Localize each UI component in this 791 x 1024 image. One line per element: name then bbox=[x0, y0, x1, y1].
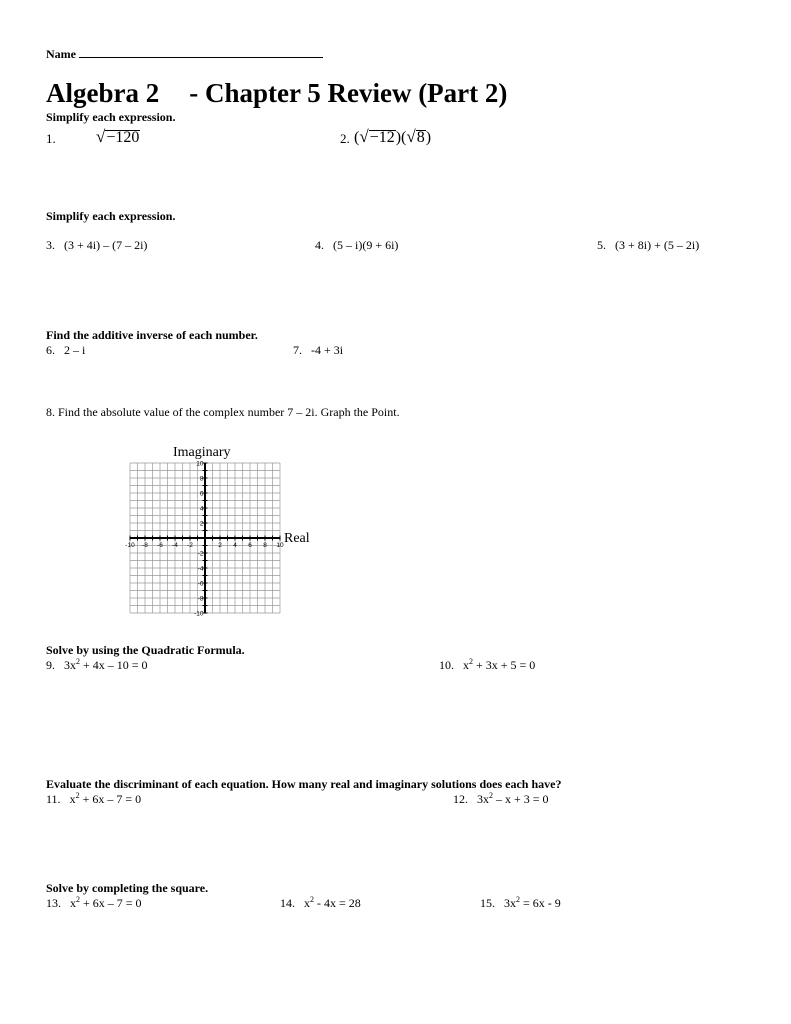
y-tick-label: -4 bbox=[197, 565, 204, 573]
problem-11-exponent: 2 bbox=[75, 791, 80, 800]
problem-13-rest: + 6x – 7 = 0 bbox=[80, 896, 142, 910]
problem-13 bbox=[46, 896, 142, 911]
problem-3-number: 3. bbox=[46, 238, 55, 252]
x-tick-label: -10 bbox=[125, 542, 135, 549]
problem-1-radicand: −120 bbox=[106, 129, 140, 146]
section-heading-3: Find the additive inverse of each number. bbox=[46, 328, 258, 342]
problem-4-text: (5 – i)(9 + 6i) bbox=[333, 238, 399, 252]
x-tick-label: -2 bbox=[187, 542, 193, 549]
section-heading-5: Evaluate the discriminant of each equation. How many real and imaginary solutions does each have? bbox=[46, 777, 562, 791]
problem-15-rest: = 6x - 9 bbox=[520, 896, 561, 910]
y-tick-label: -2 bbox=[197, 550, 204, 558]
problem-2-number: 2. bbox=[340, 131, 350, 146]
y-tick-label: 10 bbox=[196, 460, 204, 468]
problem-3 bbox=[46, 238, 147, 253]
problem-14 bbox=[280, 896, 361, 911]
section-heading-6: Solve by completing the square. bbox=[46, 881, 209, 895]
x-tick-label: -4 bbox=[172, 542, 178, 549]
problem-11-term: x bbox=[69, 792, 76, 806]
problem-14-rest: - 4x = 28 bbox=[314, 896, 361, 910]
problem-13-term: x bbox=[70, 896, 76, 910]
name-label: Name bbox=[46, 47, 76, 61]
problem-2-radicand-a: −12 bbox=[369, 129, 395, 146]
problem-6-text: 2 – i bbox=[64, 343, 86, 357]
problem-12-rest: – x + 3 = 0 bbox=[493, 792, 549, 806]
problem-9-term: 3x bbox=[64, 658, 76, 672]
problem-15-term: 3x bbox=[504, 896, 516, 910]
problem-15 bbox=[480, 896, 561, 911]
y-tick-label: 2 bbox=[199, 520, 204, 528]
problem-5 bbox=[597, 238, 699, 253]
section-heading-4: Solve by using the Quadratic Formula. bbox=[46, 643, 245, 657]
x-tick-label: 4 bbox=[233, 542, 237, 549]
problem-10-term: x bbox=[463, 658, 469, 672]
problem-12-number: 12. bbox=[453, 792, 468, 806]
problem-13-exponent: 2 bbox=[76, 895, 80, 904]
title-right: - Chapter 5 Review (Part 2) bbox=[189, 78, 508, 108]
x-tick-label: -8 bbox=[142, 542, 148, 549]
problem-14-number: 14. bbox=[280, 896, 295, 910]
problem-2-expression: (√−12)(√8) bbox=[354, 127, 432, 146]
imaginary-axis-label: Imaginary bbox=[173, 445, 231, 460]
problem-10 bbox=[439, 658, 535, 673]
problem-5-text: (3 + 8i) + (5 – 2i) bbox=[615, 238, 700, 252]
problem-14-exponent: 2 bbox=[310, 895, 314, 904]
problem-12-term: 3x bbox=[477, 792, 489, 806]
problem-10-exponent: 2 bbox=[469, 657, 473, 666]
problem-13-number: 13. bbox=[46, 896, 61, 910]
problem-11-rest: + 6x – 7 = 0 bbox=[79, 792, 142, 806]
problem-10-number: 10. bbox=[439, 658, 454, 672]
x-tick-label: 6 bbox=[248, 542, 252, 549]
problem-9-rest: + 4x – 10 = 0 bbox=[80, 658, 148, 672]
problem-12 bbox=[453, 792, 549, 807]
problem-6 bbox=[46, 343, 85, 358]
problem-14-term: x bbox=[304, 896, 310, 910]
problem-11 bbox=[46, 792, 141, 807]
problem-15-number: 15. bbox=[480, 896, 495, 910]
problem-9-exponent: 2 bbox=[76, 657, 80, 666]
problem-7-text: -4 + 3i bbox=[311, 343, 344, 357]
y-tick-label: -10 bbox=[194, 610, 204, 618]
page-title bbox=[46, 78, 507, 109]
section-heading-2: Simplify each expression. bbox=[46, 209, 176, 223]
problem-3-text: (3 + 4i) – (7 – 2i) bbox=[64, 238, 148, 252]
problem-7 bbox=[293, 343, 343, 358]
problem-12-exponent: 2 bbox=[489, 791, 493, 800]
problem-10-rest: + 3x + 5 = 0 bbox=[473, 658, 536, 672]
y-tick-label: 8 bbox=[199, 475, 204, 483]
section-heading-1: Simplify each expression. bbox=[46, 110, 176, 124]
name-blank[interactable] bbox=[79, 46, 323, 58]
problem-1-expression: √−120 bbox=[96, 127, 140, 146]
y-tick-label: -8 bbox=[197, 595, 204, 603]
problem-9-number: 9. bbox=[46, 658, 55, 672]
complex-plane-graph[interactable] bbox=[120, 440, 330, 620]
x-tick-label: 10 bbox=[276, 542, 284, 549]
problem-5-number: 5. bbox=[597, 238, 606, 252]
problem-1-number: 1. bbox=[46, 131, 56, 146]
problem-4-number: 4. bbox=[315, 238, 324, 252]
x-tick-label: -6 bbox=[157, 542, 163, 549]
problem-7-number: 7. bbox=[293, 343, 302, 357]
x-tick-label: 2 bbox=[218, 542, 222, 549]
problem-9 bbox=[46, 658, 148, 673]
y-tick-label: 6 bbox=[199, 490, 204, 498]
x-tick-label: 8 bbox=[263, 542, 267, 549]
problem-4 bbox=[315, 238, 398, 253]
title-left: Algebra 2 bbox=[46, 78, 160, 108]
name-field[interactable] bbox=[46, 46, 323, 62]
problem-8-text: 8. Find the absolute value of the complex number 7 – 2i. Graph the Point. bbox=[46, 405, 400, 419]
y-tick-label: 4 bbox=[199, 505, 204, 513]
problem-15-exponent: 2 bbox=[516, 895, 520, 904]
y-tick-label: -6 bbox=[197, 580, 204, 588]
real-axis-label: Real bbox=[284, 531, 310, 546]
problem-6-number: 6. bbox=[46, 343, 55, 357]
problem-2-radicand-b: 8 bbox=[416, 129, 425, 146]
problem-11-number: 11. bbox=[46, 792, 61, 806]
